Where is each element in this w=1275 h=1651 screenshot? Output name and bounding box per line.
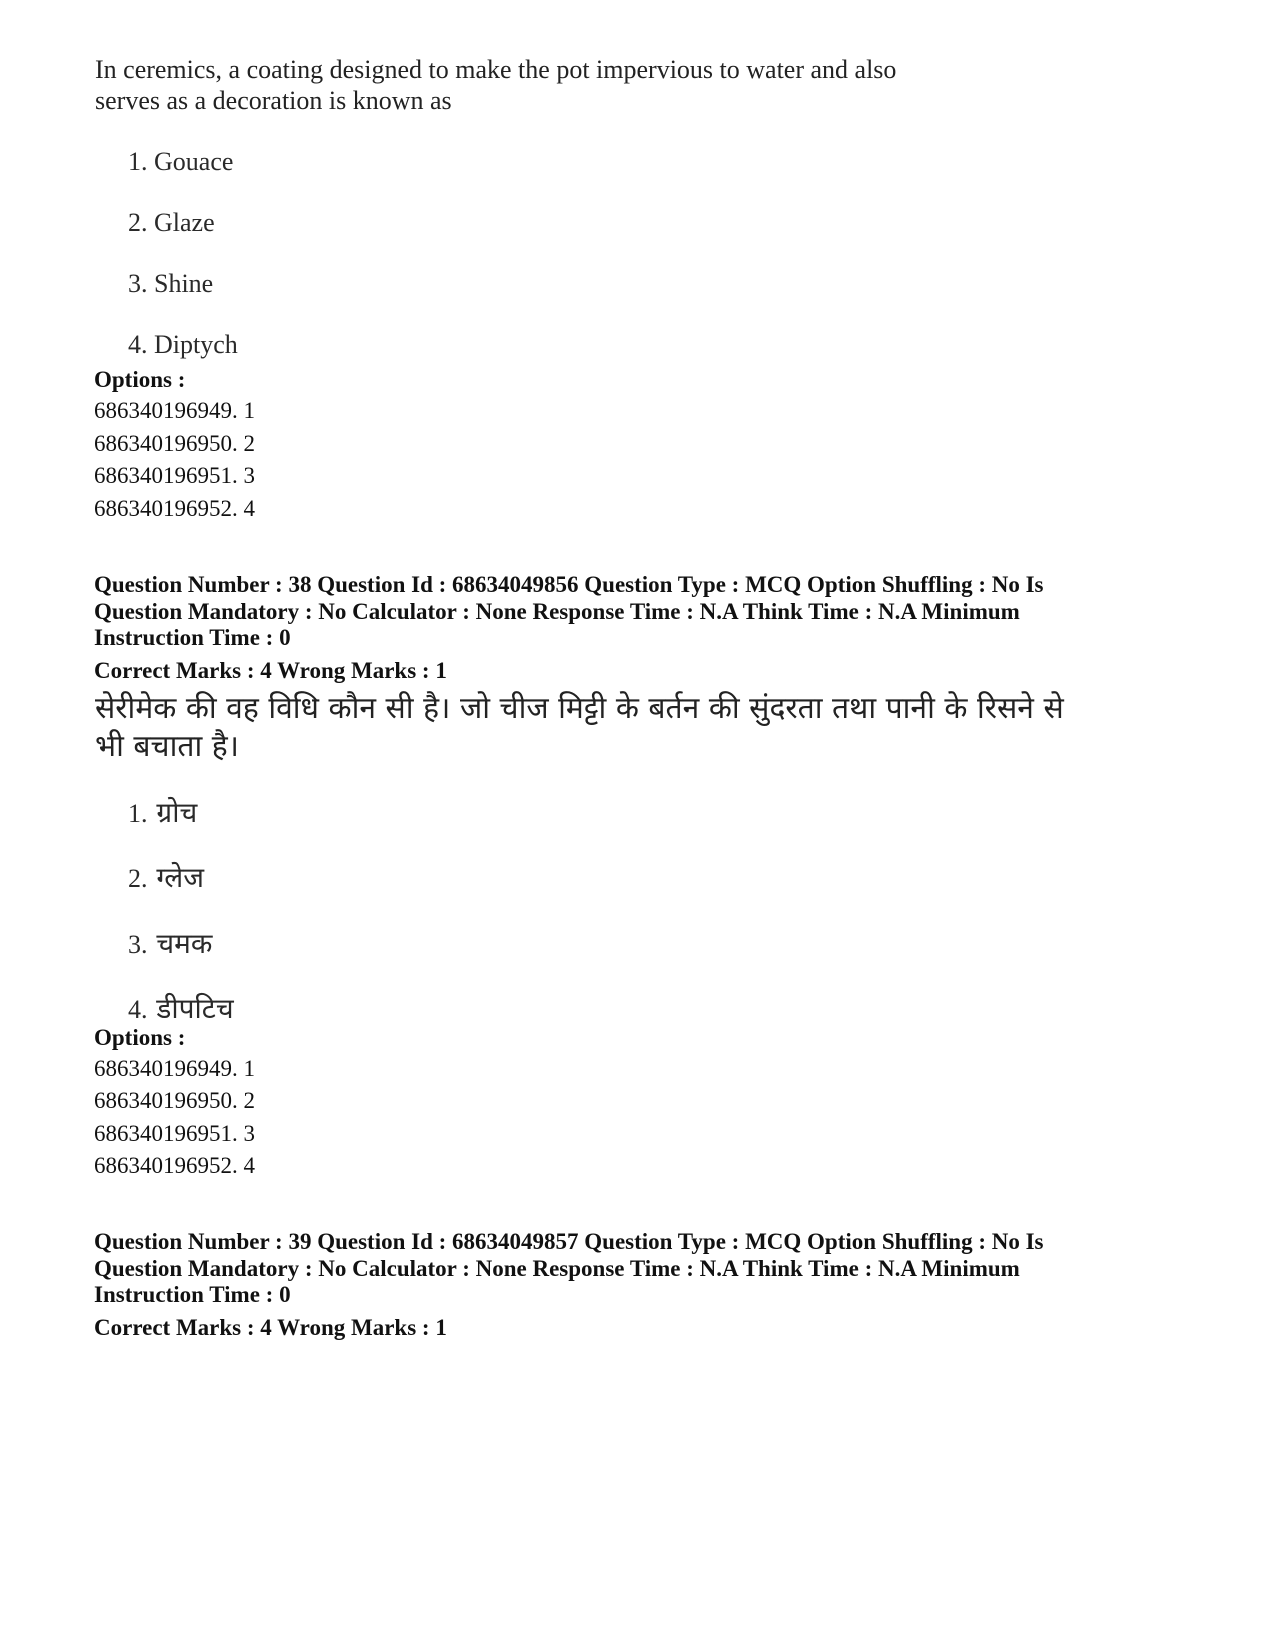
question-37-choice-2: 2. Glaze [128, 208, 215, 237]
question-37-option-3: 686340196951. 3 [94, 463, 255, 488]
question-38-choice-4-text: डीपटिच [156, 992, 234, 1025]
question-38-option-4: 686340196952. 4 [94, 1153, 255, 1178]
question-38-choice-1-number: 1. [128, 799, 148, 828]
question-38-choice-1-text: ग्रोच [156, 796, 198, 829]
question-38-choice-4 [128, 989, 234, 1027]
question-38-header-line-1: Question Number : 38 Question Id : 68634049856 Question Type : MCQ Option Shuffling : No Is [94, 572, 1044, 597]
question-38-option-2: 686340196950. 2 [94, 1088, 255, 1113]
question-38-choice-1 [128, 793, 197, 831]
question-38-option-3: 686340196951. 3 [94, 1121, 255, 1146]
question-37-stem-line-2: serves as a decoration is known as [95, 86, 452, 115]
question-37-options-label: Options : [94, 367, 186, 392]
question-38-marks: Correct Marks : 4 Wrong Marks : 1 [94, 658, 447, 683]
question-37-option-1: 686340196949. 1 [94, 398, 255, 423]
question-38-choice-3-number: 3. [128, 930, 148, 959]
question-37-choice-1: 1. Gouace [128, 147, 234, 176]
question-38-options-label: Options : [94, 1025, 186, 1050]
question-39-header-line-1: Question Number : 39 Question Id : 68634049857 Question Type : MCQ Option Shuffling : No Is [94, 1229, 1044, 1254]
question-38-stem-line-1: सेरीमेक की वह विधि कौन सी है। जो चीज मिट्टी के बर्तन की सुंदरता तथा पानी के रिसने से [95, 691, 1064, 726]
question-37-stem-line-1: In ceremics, a coating designed to make the pot impervious to water and also [95, 55, 897, 84]
question-38-choice-2 [128, 858, 204, 896]
question-38-option-1: 686340196949. 1 [94, 1056, 255, 1081]
question-38-header-line-3: Instruction Time : 0 [94, 625, 291, 650]
question-37-option-4: 686340196952. 4 [94, 496, 255, 521]
question-38-header-line-2: Question Mandatory : No Calculator : None Response Time : N.A Think Time : N.A Minimum [94, 599, 1020, 624]
question-37-choice-4: 4. Diptych [128, 330, 238, 359]
question-38-choice-4-number: 4. [128, 995, 148, 1024]
question-39-header-line-3: Instruction Time : 0 [94, 1282, 291, 1307]
question-39-marks: Correct Marks : 4 Wrong Marks : 1 [94, 1315, 447, 1340]
question-38-choice-3 [128, 924, 212, 962]
question-38-choice-3-text: चमक [156, 927, 213, 960]
question-38-stem-line-2: भी बचाता है। [95, 729, 240, 764]
question-37-option-2: 686340196950. 2 [94, 431, 255, 456]
question-38-choice-2-number: 2. [128, 864, 148, 893]
question-37-choice-3: 3. Shine [128, 269, 214, 298]
question-38-choice-2-text: ग्लेज [156, 861, 205, 894]
question-39-header-line-2: Question Mandatory : No Calculator : None Response Time : N.A Think Time : N.A Minimum [94, 1256, 1020, 1281]
